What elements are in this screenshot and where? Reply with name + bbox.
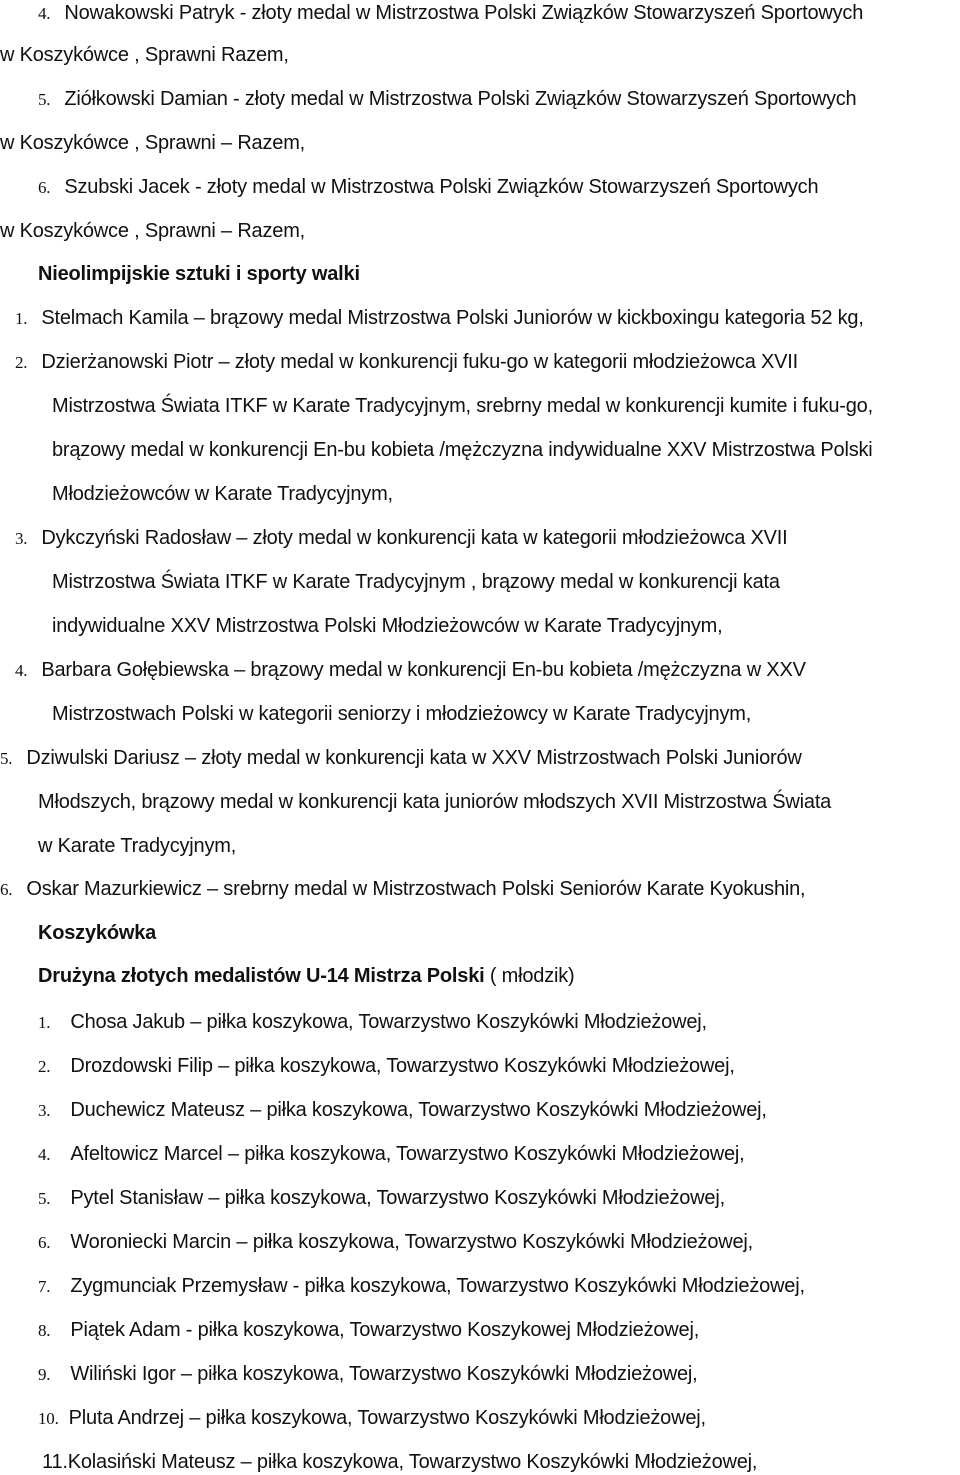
list-number: 4. — [15, 661, 28, 680]
list-number: 10. — [38, 1409, 59, 1428]
list-number: 3. — [15, 529, 28, 548]
list-text: Ziółkowski Damian - złoty medal w Mistrzostwa Polski Związków Stowarzyszeń Sportowych — [64, 88, 857, 110]
list-text: Kolasiński Mateusz – piłka koszykowa, Towarzystwo Koszykówki Młodzieżowej, — [67, 1451, 758, 1473]
list-text: Chosa Jakub – piłka koszykowa, Towarzystwo Koszykówki Młodzieżowej, — [70, 1011, 707, 1033]
player-list-item — [38, 1185, 725, 1212]
martial-item-5-line-1 — [0, 745, 802, 772]
martial-item-3-line-2: Mistrzostwa Świata ITKF w Karate Tradycyjnym , brązowy medal w konkurencji kata — [52, 571, 780, 593]
martial-item-2-line-1 — [15, 349, 798, 376]
martial-item-3-line-1 — [15, 525, 787, 552]
top-item-6-line-2: w Koszykówce , Sprawni – Razem, — [0, 220, 306, 242]
list-text: Barbara Gołębiewska – brązowy medal w konkurencji En-bu kobieta /mężczyzna w XXV — [41, 659, 806, 681]
top-item-6-line-1 — [38, 174, 818, 201]
list-number: 5. — [0, 749, 13, 768]
list-text: Dykczyński Radosław – złoty medal w konkurencji kata w kategorii młodzieżowca XVII — [41, 527, 788, 549]
martial-item-3-line-3: indywidualne XXV Mistrzostwa Polski Młodzieżowców w Karate Tradycyjnym, — [52, 615, 723, 637]
team-heading — [38, 963, 575, 989]
martial-item-5-line-3: w Karate Tradycyjnym, — [38, 835, 237, 857]
list-text: Woroniecki Marcin – piłka koszykowa, Towarzystwo Koszykówki Młodzieżowej, — [70, 1231, 754, 1253]
martial-item-5-line-2: Młodszych, brązowy medal w konkurencji kata juniorów młodszych XVII Mistrzostwa Świata — [38, 791, 832, 813]
list-number: 6. — [38, 1233, 51, 1252]
list-text: Pluta Andrzej – piłka koszykowa, Towarzystwo Koszykówki Młodzieżowej, — [68, 1407, 706, 1429]
list-text: Wiliński Igor – piłka koszykowa, Towarzystwo Koszykówki Młodzieżowej, — [70, 1363, 698, 1385]
list-number: 11. — [42, 1451, 68, 1473]
player-list-item — [38, 1273, 805, 1300]
martial-item-6 — [0, 876, 805, 903]
section-heading-martial-arts: Nieolimpijskie sztuki i sporty walki — [38, 263, 360, 285]
list-number: 2. — [38, 1057, 51, 1076]
player-list-item — [38, 1361, 698, 1388]
player-list-item — [38, 1317, 699, 1344]
list-number: 4. — [38, 1145, 51, 1164]
list-text: Pytel Stanisław – piłka koszykowa, Towarzystwo Koszykówki Młodzieżowej, — [70, 1187, 725, 1209]
list-text: Duchewicz Mateusz – piłka koszykowa, Towarzystwo Koszykówki Młodzieżowej, — [70, 1099, 767, 1121]
list-text: Szubski Jacek - złoty medal w Mistrzostwa Polski Związków Stowarzyszeń Sportowych — [64, 176, 819, 198]
list-number: 6. — [38, 178, 51, 197]
list-number: 6. — [0, 880, 13, 899]
list-text: Oskar Mazurkiewicz – srebrny medal w Mistrzostwach Polski Seniorów Karate Kyokushin, — [26, 878, 806, 900]
top-item-5-line-2: w Koszykówce , Sprawni – Razem, — [0, 132, 306, 154]
team-heading-title: Drużyna złotych medalistów U-14 Mistrza Polski — [38, 965, 485, 987]
list-number: 5. — [38, 1189, 51, 1208]
player-list-item — [38, 1405, 706, 1432]
team-heading-note: ( młodzik) — [484, 965, 575, 987]
martial-item-2-line-3: brązowy medal w konkurencji En-bu kobieta /mężczyzna indywidualne XXV Mistrzostwa Polski — [52, 439, 873, 461]
list-text: Piątek Adam - piłka koszykowa, Towarzystwo Koszykowej Młodzieżowej, — [70, 1319, 700, 1341]
list-text: Dzierżanowski Piotr – złoty medal w konkurencji fuku-go w kategorii młodzieżowca XVII — [41, 351, 799, 373]
list-text: Stelmach Kamila – brązowy medal Mistrzostwa Polski Juniorów w kickboxingu kategoria 52 kg, — [41, 307, 864, 329]
list-text: Zygmunciak Przemysław - piłka koszykowa, Towarzystwo Koszykówki Młodzieżowej, — [70, 1275, 805, 1297]
section-heading-basketball: Koszykówka — [38, 922, 157, 944]
player-list-item — [38, 1053, 735, 1080]
list-number: 1. — [15, 309, 28, 328]
martial-item-4-line-1 — [15, 657, 806, 684]
list-number: 9. — [38, 1365, 51, 1384]
top-item-5-line-1 — [38, 86, 856, 113]
list-text: Nowakowski Patryk - złoty medal w Mistrzostwa Polski Związków Stowarzyszeń Sportowych — [64, 2, 864, 24]
list-number: 7. — [38, 1277, 51, 1296]
list-text: Afeltowicz Marcel – piłka koszykowa, Towarzystwo Koszykówki Młodzieżowej, — [70, 1143, 745, 1165]
top-item-4-line-1 — [38, 0, 863, 27]
list-number: 4. — [38, 4, 51, 23]
list-number: 5. — [38, 90, 51, 109]
player-list-item — [38, 1097, 767, 1124]
top-item-4-line-2: w Koszykówce , Sprawni Razem, — [0, 44, 289, 66]
list-text: Dziwulski Dariusz – złoty medal w konkurencji kata w XXV Mistrzostwach Polski Juniorów — [26, 747, 802, 769]
martial-item-1 — [15, 305, 864, 332]
list-text: Drozdowski Filip – piłka koszykowa, Towarzystwo Koszykówki Młodzieżowej, — [70, 1055, 735, 1077]
player-list-item — [38, 1141, 745, 1168]
player-list-item — [42, 1449, 757, 1475]
list-number: 1. — [38, 1013, 51, 1032]
martial-item-2-line-2: Mistrzostwa Świata ITKF w Karate Tradycyjnym, srebrny medal w konkurencji kumite i fuku-go, — [52, 395, 873, 417]
player-list-item — [38, 1229, 753, 1256]
martial-item-4-line-2: Mistrzostwach Polski w kategorii seniorzy i młodzieżowcy w Karate Tradycyjnym, — [52, 703, 752, 725]
list-number: 8. — [38, 1321, 51, 1340]
player-list-item — [38, 1009, 707, 1036]
list-number: 3. — [38, 1101, 51, 1120]
martial-item-2-line-4: Młodzieżowców w Karate Tradycyjnym, — [52, 483, 393, 505]
list-number: 2. — [15, 353, 28, 372]
